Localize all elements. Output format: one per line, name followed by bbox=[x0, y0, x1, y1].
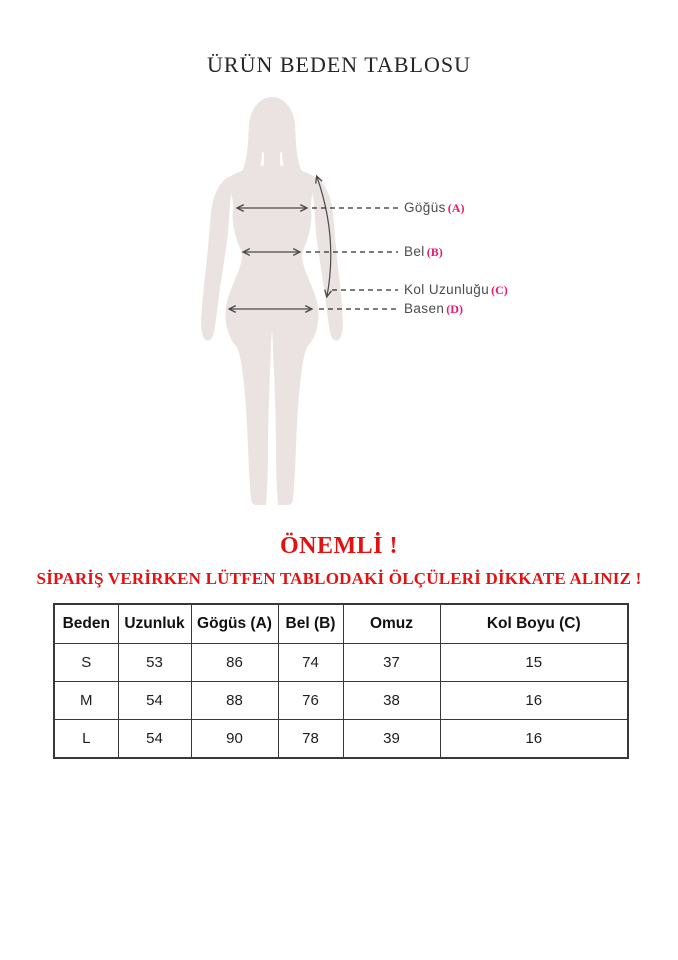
col-header-bel: Bel (B) bbox=[278, 604, 343, 644]
measure-label-waist bbox=[404, 244, 443, 260]
measure-label-arm-code: (C) bbox=[491, 283, 508, 297]
measure-label-hip-text: Basen bbox=[404, 301, 445, 316]
col-header-beden: Beden bbox=[54, 604, 118, 644]
cell-kol: 16 bbox=[440, 682, 628, 720]
measure-label-chest-code: (A) bbox=[447, 201, 465, 215]
cell-bel: 78 bbox=[278, 720, 343, 759]
col-header-omuz: Omuz bbox=[343, 604, 440, 644]
table-row-size-s bbox=[54, 644, 628, 682]
table-row-size-l bbox=[54, 720, 628, 759]
measure-label-hip-code: (D) bbox=[446, 302, 463, 316]
measure-label-waist-code: (B) bbox=[426, 245, 443, 259]
cell-gogus: 86 bbox=[191, 644, 278, 682]
cell-size: S bbox=[54, 644, 118, 682]
cell-size: M bbox=[54, 682, 118, 720]
cell-size: L bbox=[54, 720, 118, 759]
measure-label-arm-text: Kol Uzunluğu bbox=[404, 282, 490, 297]
cell-gogus: 90 bbox=[191, 720, 278, 759]
measure-label-chest-text: Göğüs bbox=[404, 200, 446, 215]
measure-label-waist-text: Bel bbox=[404, 244, 425, 259]
warning-text: SİPARİŞ VERİRKEN LÜTFEN TABLODAKİ ÖLÇÜLERİ DİKKATE ALINIZ ! bbox=[36, 569, 642, 588]
important-heading: ÖNEMLİ ! bbox=[280, 533, 398, 559]
measure-label-hip bbox=[404, 301, 463, 317]
page-title: ÜRÜN BEDEN TABLOSU bbox=[207, 52, 471, 77]
col-header-gogus: Gögüs (A) bbox=[191, 604, 278, 644]
size-table bbox=[53, 603, 629, 759]
measure-label-arm bbox=[404, 282, 508, 298]
cell-uzunluk: 54 bbox=[118, 682, 191, 720]
col-header-kol-boyu: Kol Boyu (C) bbox=[440, 604, 628, 644]
size-table-header-row bbox=[54, 604, 628, 644]
cell-uzunluk: 53 bbox=[118, 644, 191, 682]
cell-bel: 76 bbox=[278, 682, 343, 720]
cell-kol: 16 bbox=[440, 720, 628, 759]
cell-gogus: 88 bbox=[191, 682, 278, 720]
cell-kol: 15 bbox=[440, 644, 628, 682]
measure-label-chest bbox=[404, 200, 464, 216]
body-silhouette-torso-legs bbox=[226, 165, 319, 505]
body-silhouette bbox=[201, 97, 343, 505]
cell-bel: 74 bbox=[278, 644, 343, 682]
cell-omuz: 38 bbox=[343, 682, 440, 720]
col-header-uzunluk: Uzunluk bbox=[118, 604, 191, 644]
cell-omuz: 37 bbox=[343, 644, 440, 682]
table-row-size-m bbox=[54, 682, 628, 720]
cell-omuz: 39 bbox=[343, 720, 440, 759]
cell-uzunluk: 54 bbox=[118, 720, 191, 759]
